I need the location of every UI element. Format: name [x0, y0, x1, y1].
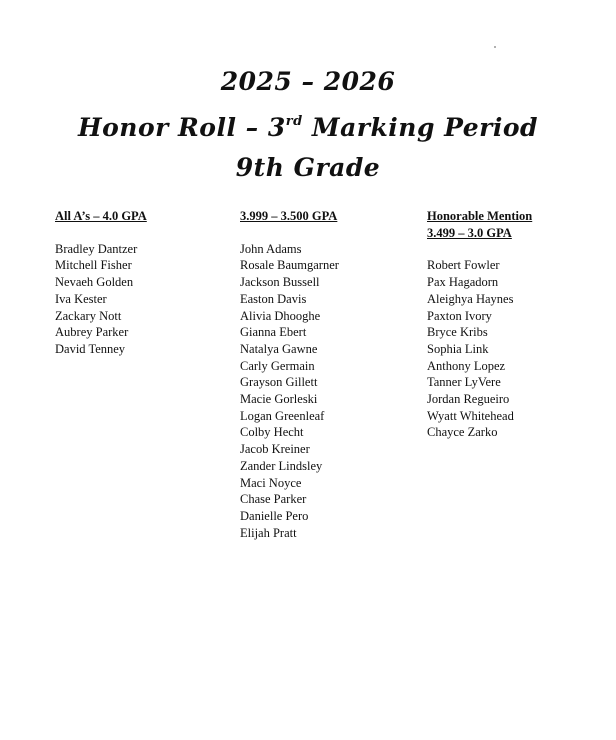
title-ordinal: rd [285, 114, 303, 129]
name-list [55, 241, 147, 358]
student-name: Carly Germain [240, 358, 315, 373]
column-subheading: 3.499 – 3.0 GPA [427, 225, 512, 240]
student-name: Wyatt Whitehead [427, 408, 514, 423]
student-name: Anthony Lopez [427, 358, 506, 373]
student-name: Chayce Zarko [427, 425, 498, 440]
honor-roll-title [0, 102, 616, 148]
grade-title: 9th Grade [235, 153, 381, 182]
student-name: Logan Greenleaf [240, 408, 325, 423]
student-name: Easton Davis [240, 291, 307, 306]
name-list [427, 257, 532, 441]
column-heading: All A’s – 4.0 GPA [55, 209, 147, 223]
student-name: Tanner LyVere [427, 375, 501, 390]
student-name: Paxton Ivory [427, 308, 492, 323]
column-all-as [55, 208, 147, 358]
student-name: David Tenney [55, 341, 126, 356]
student-name: Rosale Baumgarner [240, 258, 339, 273]
student-name: Nevaeh Golden [55, 275, 134, 290]
student-name: Danielle Pero [240, 508, 309, 523]
student-name: Jacob Kreiner [240, 442, 310, 457]
name-list [240, 241, 339, 542]
column-heading: 3.999 – 3.500 GPA [240, 209, 338, 223]
student-name: Zander Lindsley [240, 458, 323, 473]
column-honorable-mention [427, 208, 532, 441]
student-name: Aleighya Haynes [427, 291, 514, 306]
student-name: Gianna Ebert [240, 325, 307, 340]
student-name: Mitchell Fisher [55, 258, 132, 273]
student-name: Macie Gorleski [240, 392, 318, 407]
student-name: John Adams [240, 241, 302, 256]
student-name: Sophia Link [427, 341, 489, 356]
column-heading: Honorable Mention [427, 209, 533, 223]
student-name: Aubrey Parker [55, 325, 129, 340]
student-name: Jordan Regueiro [427, 392, 510, 407]
student-name: Colby Hecht [240, 425, 304, 440]
student-name: Zackary Nott [55, 308, 122, 323]
scan-speck [494, 46, 496, 48]
student-name: Bradley Dantzer [55, 241, 138, 256]
student-name: Iva Kester [55, 291, 107, 306]
student-name: Grayson Gillett [240, 375, 318, 390]
student-name: Bryce Kribs [427, 325, 488, 340]
student-name: Maci Noyce [240, 475, 302, 490]
student-name: Natalya Gawne [240, 341, 318, 356]
student-name: Alivia Dhooghe [240, 308, 321, 323]
column-high-gpa [240, 208, 339, 541]
title-prefix: Honor Roll – 3 [77, 113, 286, 142]
title-suffix: Marking Period [302, 113, 539, 142]
student-name: Pax Hagadorn [427, 275, 499, 290]
student-name: Elijah Pratt [240, 525, 297, 540]
student-name: Chase Parker [240, 492, 307, 507]
document-header [0, 62, 616, 188]
student-name: Jackson Bussell [240, 275, 320, 290]
student-name: Robert Fowler [427, 258, 500, 273]
school-year: 2025 – 2026 [220, 67, 396, 96]
